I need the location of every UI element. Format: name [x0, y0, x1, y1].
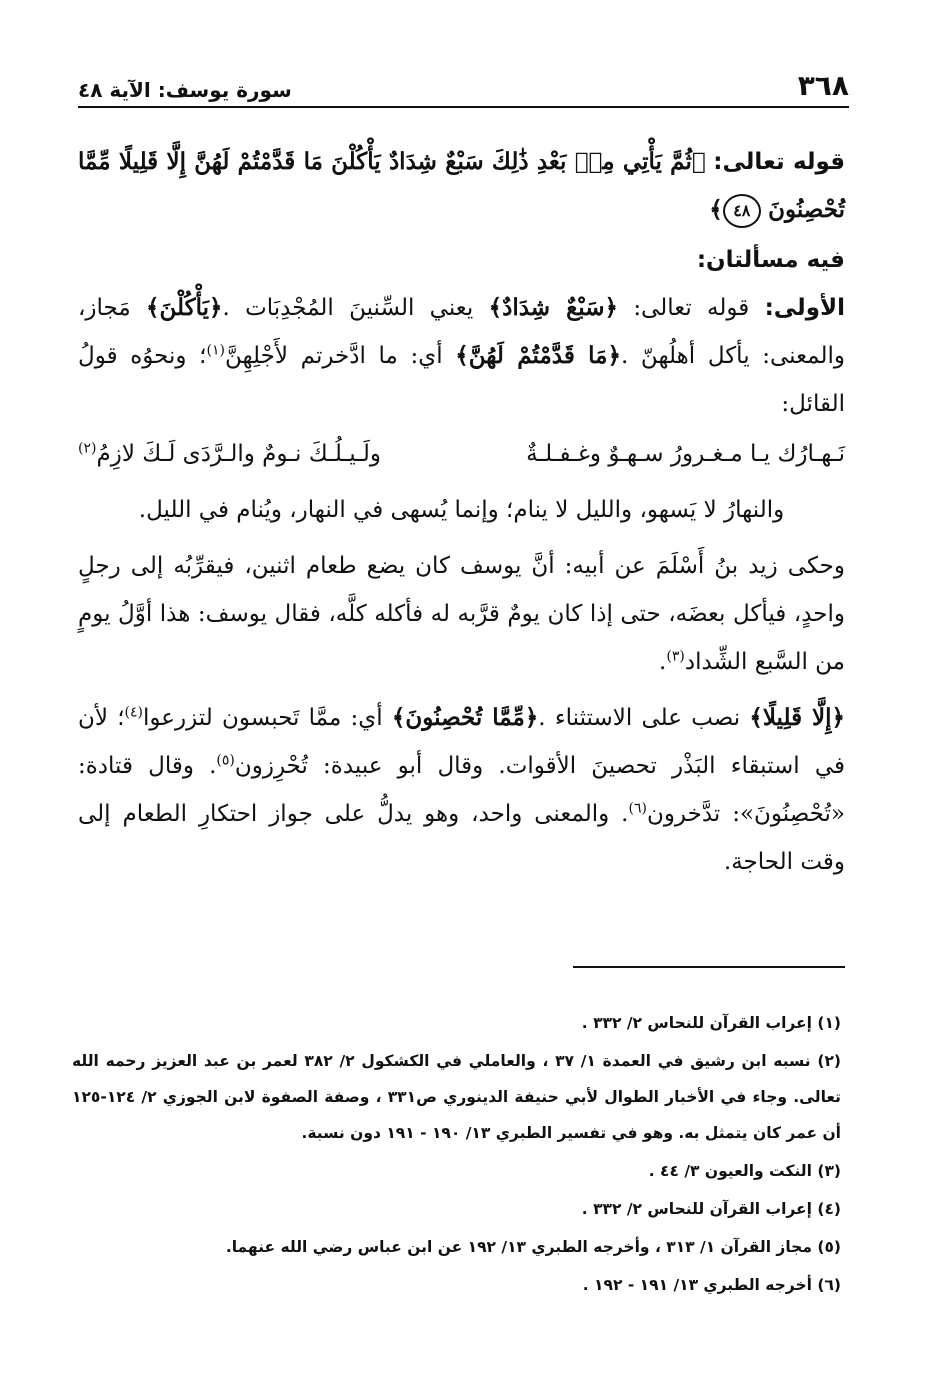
second-text-4: . وقال قتادة: «تُحْصِنُونَ»: تدَّخرون: [78, 753, 846, 827]
page-number: ٣٦٨: [797, 69, 849, 102]
zaid-text: وحكى زيد بنُ أَسْلَمَ عن أبيه: أنَّ يوسف كان يضع طعام اثنين، فيقرِّبُه إلى رجلٍ واحدٍ، فيأكل بعضَه، حتى إذا كان يومٌ قرَّبه له فأكله كلَّه، فقال يوسف: هذا أوَّلُ يومٍ من السَّبع الشِّداد: [78, 553, 845, 675]
quran-quote-3: ﴿مَا قَدَّمْتُمْ لَهُنَّ﴾: [455, 342, 621, 369]
footnote-text: إعراب القرآن للنحاس ٢/ ٣٣٢ .: [581, 1014, 812, 1032]
second-issue-paragraph: [78, 694, 845, 886]
running-header: [78, 62, 849, 108]
footnote-number: (٤): [817, 1200, 841, 1218]
zaid-paragraph: [78, 542, 845, 686]
verse-number-medallion: ٤٨: [723, 194, 761, 228]
footnote-separator: [573, 966, 845, 968]
verse-paragraph: [78, 138, 845, 234]
first-text-5: ؛ ونحوُه قولُ القائل:: [78, 343, 845, 417]
quran-quote-5: ﴿مِّمَّا تُحْصِنُونَ﴾: [391, 704, 539, 731]
footnotes: [72, 1005, 841, 1305]
footnote-ref-4: (٤): [124, 704, 144, 721]
section-heading: فيه مسألتان:: [696, 247, 845, 273]
footnote-ref-2: (٢): [78, 440, 97, 457]
footnote-ref-6: (٦): [628, 800, 647, 817]
footnote-number: (٣): [817, 1162, 841, 1180]
verse-lead: قوله تعالى:: [713, 149, 846, 175]
footnote-number: (٦): [817, 1276, 841, 1294]
poem-hemistich-2: ولَـيـلُـكَ نـومٌ والـرَّدَى لَـكَ لازِمُ: [96, 441, 382, 467]
footnote-2: [72, 1043, 841, 1151]
footnote-3: [72, 1153, 841, 1189]
first-issue-paragraph: [78, 284, 845, 428]
quran-open-bracket: ﴿: [691, 148, 706, 175]
first-text-3: مَجاز، والمعنى: يأكل أهلُهنّ .: [78, 295, 845, 369]
poem-verse: [78, 430, 845, 478]
footnote-text: إعراب القرآن للنحاس ٢/ ٣٣٢ .: [581, 1200, 812, 1218]
footnote-number: (٢): [817, 1052, 842, 1070]
footnote-number: (١): [817, 1014, 841, 1032]
footnote-ref-1: (١): [206, 342, 225, 359]
footnote-text: مجاز القرآن ١/ ٣١٣ ، وأخرجه الطبري ١٣/ ١٩٢ عن ابن عباس رضي الله عنهما.: [225, 1238, 812, 1256]
quran-quote-1: ﴿سَبْعٌ شِدَادٌ﴾: [488, 294, 618, 321]
footnote-1: [72, 1005, 841, 1041]
poem-hemistich-1: نَـهـارُك يـا مـغـرورُ سـهـوٌ وغـفـلـةٌ: [526, 441, 845, 467]
poem-explanation: والنهارُ لا يَسهو، والليل لا ينام؛ وإنما يُسهى في النهار، ويُنام في الليل.: [138, 497, 785, 523]
footnote-text: نسبه ابن رشيق في العمدة ١/ ٣٧ ، والعاملي في الكشكول ٢/ ٣٨٢ لعمر بن عبد العزيز رحمه الله تعالى. وجاء في الأخبار الطوال لأبي حنيفة الدينوري ص٣٣١ ، وصفة الصفوة لابن الجوزي ٢/ ١٢٤-١٢٥ أن عمر كان يتمثل به. وهو في تفسير الطبري ١٣/ ١٩٠ - ١٩١ دون نسبة.: [72, 1052, 842, 1142]
main-text: [78, 138, 845, 886]
chapter-reference: سورة يوسف: الآية ٤٨: [78, 78, 292, 102]
footnote-5: [72, 1229, 841, 1265]
quran-close-bracket: ﴾: [709, 196, 723, 223]
quran-quote-4: ﴿إِلَّا قَلِيلًا﴾: [749, 704, 846, 731]
first-text-1: قوله تعالى:: [633, 295, 750, 321]
quran-verse-text: ثُمَّ يَأْتِي مِنۢ بَعْدِ ذَٰلِكَ سَبْعٌ شِدَادٌ يَأْكُلْنَ مَا قَدَّمْتُمْ لَهُنَّ إِلَّا قَلِيلًا مِّمَّا تُحْصِنُونَ: [78, 148, 845, 223]
first-issue-lead: الأولى:: [764, 295, 846, 321]
second-text-3: ؛ لأن في استبقاء البَذْر تحصينَ الأقوات. وقال أبو عبيدة: تُحْرِزون: [78, 705, 845, 779]
second-text-1: نصب على الاستثناء .: [538, 705, 741, 731]
first-text-4: أي: ما ادَّخرتم لأَجْلِهِنَّ: [224, 343, 443, 369]
footnote-ref-3: (٣): [666, 648, 685, 665]
footnote-text: النكت والعيون ٣/ ٤٤ .: [648, 1162, 812, 1180]
footnote-text: أخرجه الطبري ١٣/ ١٩١ - ١٩٢ .: [582, 1276, 812, 1294]
footnote-4: [72, 1191, 841, 1227]
first-text-2: يعني السِّنينَ المُجْدِبَات .: [222, 295, 474, 321]
zaid-end: .: [659, 649, 667, 675]
second-text-2: أي: ممَّا تَحبسون لتزرعوا: [143, 705, 383, 731]
second-text-5: . والمعنى واحد، وهو يدلُّ على جواز احتكارِ الطعام إلى وقت الحاجة.: [78, 801, 845, 875]
footnote-6: [72, 1267, 841, 1303]
footnote-number: (٥): [817, 1238, 841, 1256]
footnote-ref-5: (٥): [216, 752, 235, 769]
quran-quote-2: ﴿يَأْكُلْنَ﴾: [146, 294, 223, 321]
